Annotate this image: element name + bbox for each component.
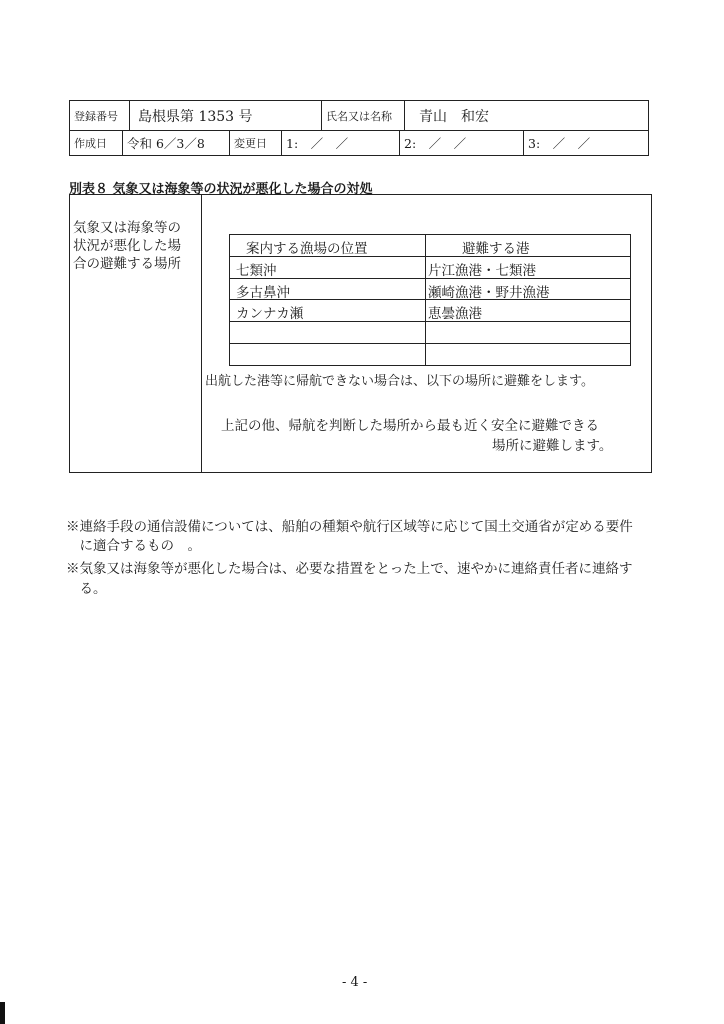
note-2-line-1: ※気象又は海象等が悪化した場合は、必要な措置をとった上で、速やかに連絡責任者に連絡す [66,561,633,577]
changed-label: 変更日 [229,130,282,156]
reg-no-label: 登録番号 [69,100,130,131]
created-value: 令和 6／3／8 [122,130,230,156]
harbor-table-row-line [229,343,631,344]
created-label: 作成日 [69,130,123,156]
fishing-ground-cell: 七類沖 [236,263,277,279]
main-box-divider [201,194,202,473]
change-slot-3: 3: ／ ／ [523,130,649,156]
note-1-line-1: ※連絡手段の通信設備については、船舶の種類や航行区域等に応じて国土交通省が定める要件 [66,519,633,535]
change-slot-1: 1: ／ ／ [281,130,400,156]
note-2-line-2: る。 [66,581,107,597]
refuge-port-cell: 恵曇漁港 [428,306,482,322]
name-value: 青山 和宏 [404,100,649,131]
instruction2-line-1: 上記の他、帰航を判断した場所から最も近く安全に避難できる [221,418,599,434]
refuge-port-cell: 瀬崎漁港・野井漁港 [428,285,550,301]
refuge-port-cell: 片江漁港・七類港 [428,263,536,279]
note-1-line-2: に適合するもの 。 [66,538,201,554]
column-header-refuge-port: 避難する港 [462,241,530,257]
harbor-table-col-divider [425,234,426,366]
change-slot-2: 2: ／ ／ [399,130,524,156]
name-label: 氏名又は名称 [321,100,405,131]
left-label-line-2: 状況が悪化した場 [73,238,181,254]
section-title: 別表８ 気象又は海象等の状況が悪化した場合の対処 [69,182,373,197]
instruction-text: 出航した港等に帰航できない場合は、以下の場所に避難をします。 [205,374,594,389]
scan-edge-mark [0,1002,5,1024]
page-number: - 4 - [342,975,368,990]
reg-no-value: 島根県第 1353 号 [129,100,322,131]
left-label-line-3: 合の避難する場所 [73,256,181,272]
column-header-fishing-ground: 案内する漁場の位置 [246,241,368,257]
fishing-ground-cell: 多古鼻沖 [236,285,290,301]
fishing-ground-cell: カンナカ瀬 [236,306,304,322]
instruction2-line-2: 場所に避難します。 [492,438,613,454]
left-label-line-1: 気象又は海象等の [73,220,181,236]
